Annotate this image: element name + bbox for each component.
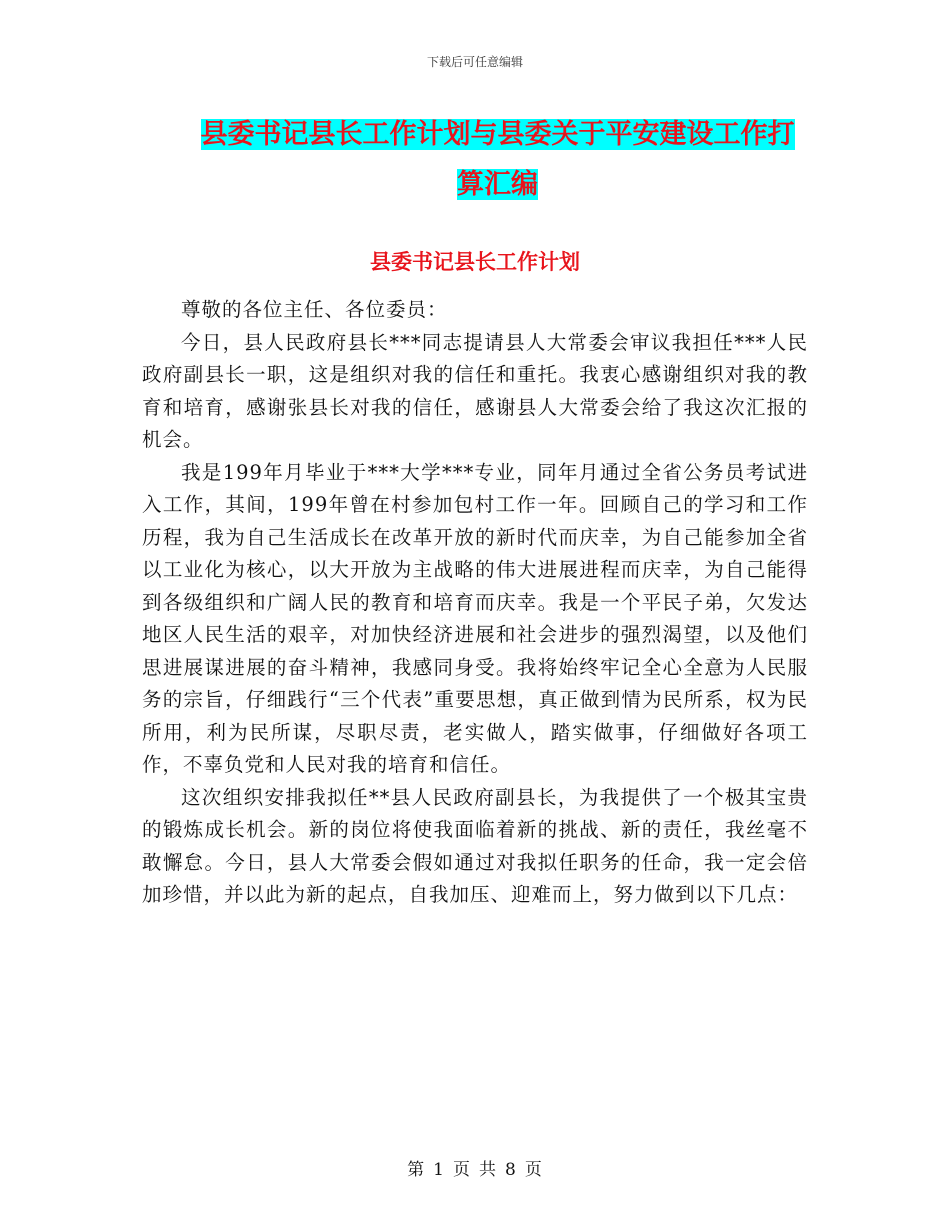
document-title bbox=[190, 110, 805, 210]
page-footer bbox=[0, 1155, 950, 1180]
footer-total-pages: 8 bbox=[505, 1160, 517, 1180]
paragraph-salutation: 尊敬的各位主任、各位委员： bbox=[181, 298, 448, 321]
footer-total-prefix: 共 bbox=[479, 1160, 497, 1180]
footer-page-number: 1 bbox=[433, 1160, 445, 1180]
paragraph: 我是199年月毕业于***大学***专业，同年月通过全省公务员考试进入工作，其间，199年曾在村参加包村工作一年。回顾自己的学习和工作历程，我为自己生活成长在改革开放的新时代而庆幸，为自己能参加全省以工业化为核心，以大开放为主战略的伟大进展进程而庆幸，为自己能得到各级组织和广阔人民的教育和培育而庆幸。我是一个平民子弟，欠发达地区人民生活的艰辛，对加快经济进展和社会进步的强烈渴望，以及他们思进展谋进展的奋斗精神，我感同身受。我将始终牢记全心全意为人民服务的宗旨，仔细践行“三个代表”重要思想，真正做到情为民所系，权为民所用，利为民所谋，尽职尽责，老实做人，踏实做事，仔细做好各项工作，不辜负党和人民对我的培育和信任。 bbox=[142, 460, 808, 776]
header-note: 下载后可任意编辑 bbox=[426, 55, 523, 69]
footer-prefix: 第 bbox=[407, 1160, 426, 1180]
document-title-text: 县委书记县长工作计划与县委关于平安建设工作打算汇编 bbox=[200, 119, 795, 200]
footer-total-unit: 页 bbox=[524, 1160, 543, 1180]
paragraph: 这次组织安排我拟任**县人民政府副县长，为我提供了一个极其宝贵的锻炼成长机会。新的岗位将使我面临着新的挑战、新的责任，我丝毫不敢懈怠。今日，县人大常委会假如通过对我拟任职务的任命，我一定会倍加珍惜，并以此为新的起点，自我加压、迎难而上，努力做到以下几点： bbox=[142, 785, 808, 906]
document-body bbox=[142, 294, 808, 912]
paragraph: 今日，县人民政府县长***同志提请县人大常委会审议我担任***人民政府副县长一职，这是组织对我的信任和重托。我衷心感谢组织对我的教育和培育，感谢张县长对我的信任，感谢县人大常委会给了我这次汇报的机会。 bbox=[142, 330, 808, 451]
section-title: 县委书记县长工作计划 bbox=[370, 250, 580, 274]
footer-page-unit: 页 bbox=[453, 1160, 471, 1180]
